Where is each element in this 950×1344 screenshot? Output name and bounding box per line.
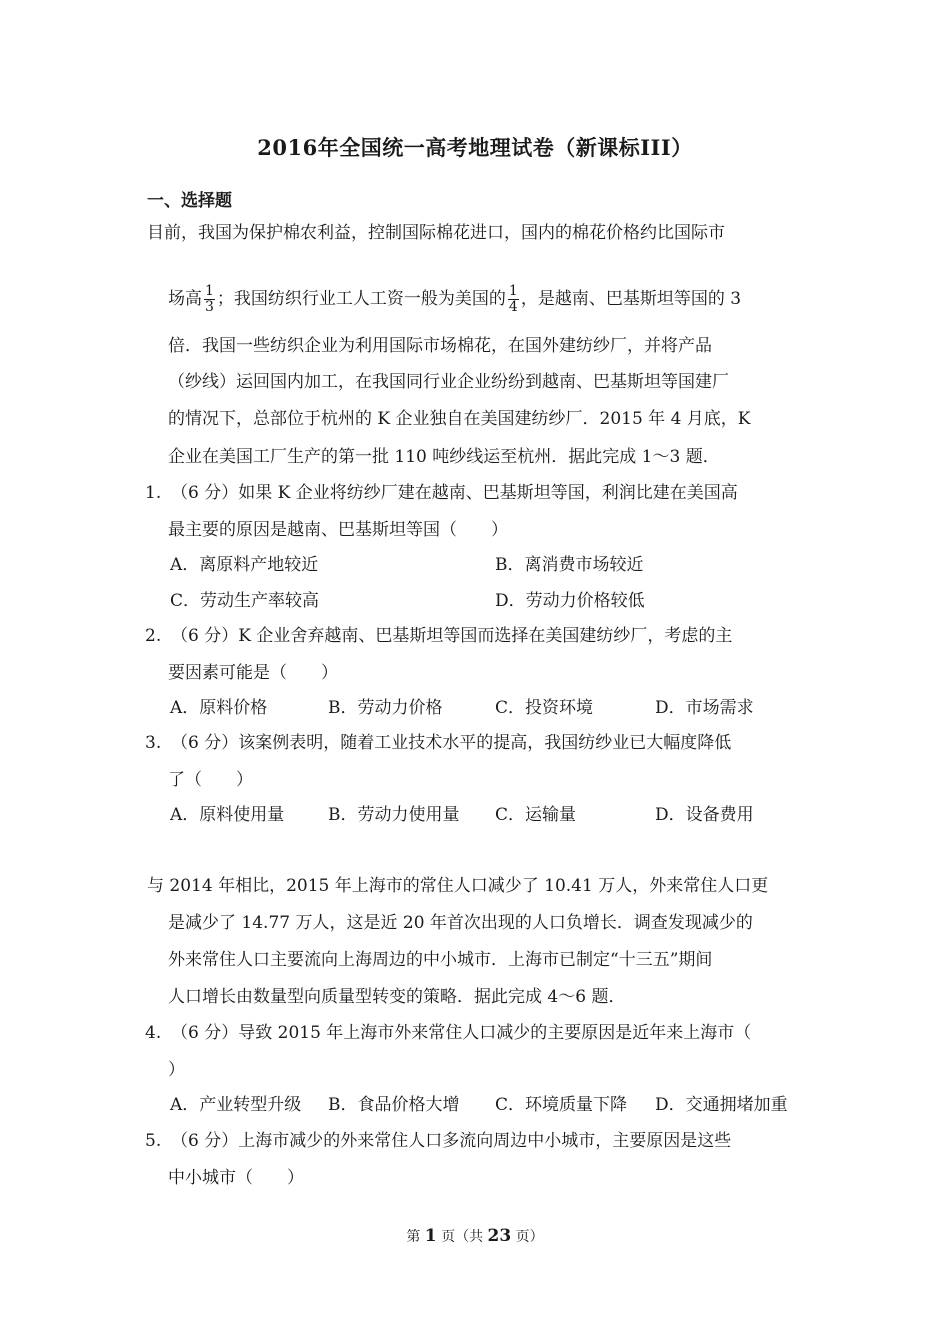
passage1-text: 场高 (168, 289, 202, 309)
fraction-one-third (204, 284, 215, 315)
footer-text: 页（共 (436, 1229, 488, 1245)
question-text: （6 分）该案例表明，随着工业技术水平的提高，我国纺纱业已大幅度降低 (171, 733, 732, 753)
passage1-line4: （纱线）运回国内加工，在我国同行业企业纷纷到越南、巴基斯坦等国建厂 (168, 372, 729, 392)
fraction-numerator: 1 (205, 283, 214, 299)
question-number: 2. (145, 626, 162, 646)
question-number: 4. (145, 1023, 162, 1043)
q1-option-d[interactable]: D．劳动力价格较低 (495, 591, 645, 611)
q1-option-a[interactable]: A．离原料产地较近 (170, 555, 319, 575)
fraction-denominator: 3 (205, 299, 214, 315)
question-text: （6 分）导致 2015 年上海市外来常住人口减少的主要原因是近年来上海市（ (171, 1023, 752, 1043)
passage2-line1: 与 2014 年相比，2015 年上海市的常住人口减少了 10.41 万人，外来常住人口更 (147, 876, 769, 896)
fraction-denominator: 4 (508, 299, 518, 315)
question-number: 3. (145, 733, 162, 753)
passage1-line5: 的情况下，总部位于杭州的 K 企业独自在美国建纺纱厂．2015 年 4 月底，K (168, 409, 751, 429)
q2-option-a[interactable]: A．原料价格 (170, 698, 268, 718)
q2-option-c[interactable]: C．投资环境 (495, 698, 594, 718)
q3-option-c[interactable]: C．运输量 (495, 805, 577, 825)
passage1-line6: 企业在美国工厂生产的第一批 110 吨纱线运至杭州．据此完成 1～3 题． (168, 447, 720, 467)
question-2-stem-cont: 要因素可能是（ ） (168, 663, 338, 683)
passage1-line1: 目前，我国为保护棉农利益，控制国际棉花进口，国内的棉花价格约比国际市 (147, 223, 725, 243)
question-2-stem (145, 624, 732, 648)
q1-option-b[interactable]: B．离消费市场较近 (495, 555, 644, 575)
passage1-text: ，是越南、巴基斯坦等国的 3 (520, 289, 742, 309)
page-footer (0, 1226, 950, 1246)
passage2-line2: 是减少了 14.77 万人，这是近 20 年首次出现的人口负增长．调查发现减少的 (168, 913, 753, 933)
q1-option-c[interactable]: C．劳动生产率较高 (170, 591, 320, 611)
question-4-stem-cont: ） (168, 1060, 185, 1080)
question-3-stem-cont: 了（ ） (168, 770, 253, 790)
question-text: （6 分）如果 K 企业将纺纱厂建在越南、巴基斯坦等国，利润比建在美国高 (171, 483, 738, 503)
passage2-line3: 外来常住人口主要流向上海周边的中小城市．上海市已制定“十三五”期间 (168, 950, 713, 970)
question-5-stem-cont: 中小城市（ ） (168, 1168, 304, 1188)
q4-option-d[interactable]: D．交通拥堵加重 (655, 1095, 788, 1115)
question-number: 5. (145, 1131, 162, 1151)
passage1-text: ；我国纺织行业工人工资一般为美国的 (216, 289, 506, 309)
q3-option-d[interactable]: D．设备费用 (655, 805, 754, 825)
q3-option-a[interactable]: A．原料使用量 (170, 805, 285, 825)
page-number: 1 (424, 1226, 437, 1246)
footer-text: 第 (406, 1229, 425, 1245)
question-1-stem-cont: 最主要的原因是越南、巴基斯坦等国（ ） (168, 520, 508, 540)
q3-option-b[interactable]: B．劳动力使用量 (328, 805, 460, 825)
fraction-one-quarter (508, 284, 519, 315)
q4-option-b[interactable]: B．食品价格大增 (328, 1095, 460, 1115)
q2-option-d[interactable]: D．市场需求 (655, 698, 754, 718)
question-4-stem (145, 1021, 751, 1045)
q4-option-c[interactable]: C．环境质量下降 (495, 1095, 628, 1115)
question-text: （6 分）上海市减少的外来常住人口多流向周边中小城市，主要原因是这些 (171, 1131, 732, 1151)
fraction-numerator: 1 (508, 283, 518, 299)
section-heading: 一、选择题 (147, 191, 232, 211)
question-5-stem (145, 1129, 731, 1153)
passage1-line3: 倍．我国一些纺织企业为利用国际市场棉花，在国外建纺纱厂，并将产品 (168, 336, 712, 356)
total-pages: 23 (487, 1226, 512, 1246)
question-text: （6 分）K 企业舍弃越南、巴基斯坦等国而选择在美国建纺纱厂，考虑的主 (171, 626, 733, 646)
q2-option-b[interactable]: B．劳动力价格 (328, 698, 443, 718)
question-3-stem (145, 731, 731, 755)
footer-text: 页） (511, 1229, 544, 1245)
passage1-line2 (168, 284, 741, 315)
question-1-stem (145, 481, 738, 505)
question-number: 1. (145, 483, 162, 503)
q4-option-a[interactable]: A．产业转型升级 (170, 1095, 302, 1115)
page-title: 2016年全国统一高考地理试卷（新课标III） (257, 135, 693, 160)
passage2-line4: 人口增长由数量型向质量型转变的策略．据此完成 4～6 题． (168, 987, 626, 1007)
